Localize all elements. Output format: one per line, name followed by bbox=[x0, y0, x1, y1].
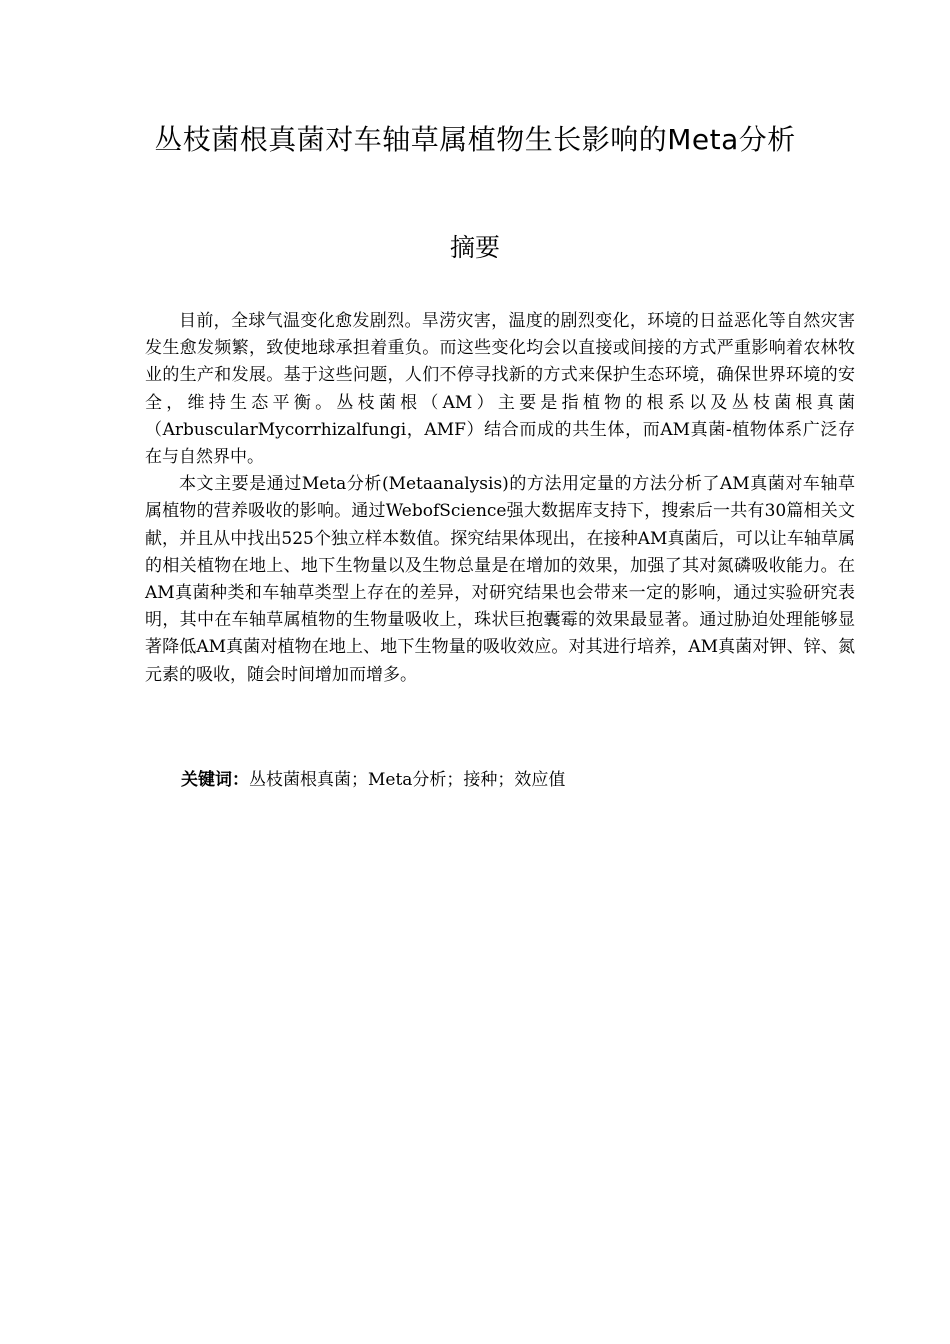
keywords-text: 丛枝菌根真菌；Meta分析；接种；效应值 bbox=[249, 770, 566, 790]
keywords-label: 关键词： bbox=[181, 770, 249, 790]
abstract-paragraph-2: 本文主要是通过Meta分析(Metaanalysis)的方法用定量的方法分析了AM真菌对车轴草属植物的营养吸收的影响。通过WebofScience强大数据库支持下，搜索后一共有30篇相关文献，并且从中找出525个独立样本数值。探究结果体现出，在接种AM真菌后，可以让车轴草属的相关植物在地上、地下生物量以及生物总量是在增加的效果，加强了其对氮磷吸收能力。在AM真菌种类和车轴草类型上存在的差异，对研究结果也会带来一定的影响，通过实验研究表明，其中在车轴草属植物的生物量吸收上，珠状巨抱囊霉的效果最显著。通过胁迫处理能够显著降低AM真菌对植物在地上、地下生物量的吸收效应。对其进行培养，AM真菌对钾、锌、氮元素的吸收，随会时间增加而增多。 bbox=[145, 474, 855, 685]
document-title: 丛枝菌根真菌对车轴草属植物生长影响的Meta分析 bbox=[154, 123, 796, 156]
abstract-heading: 摘要 bbox=[449, 233, 500, 262]
keywords-line bbox=[181, 766, 855, 794]
abstract-paragraph-1: 目前，全球气温变化愈发剧烈。旱涝灾害，温度的剧烈变化，环境的日益恶化等自然灾害发生愈发频繁，致使地球承担着重负。而这些变化均会以直接或间接的方式严重影响着农林牧业的生产和发展。基于这些问题，人们不停寻找新的方式来保护生态环境，确保世界环境的安全，维持生态平衡。丛枝菌根（AM）主要是指植物的根系以及丛枝菌根真菌（ArbuscularMycorrhizalfungi，AMF）结合而成的共生体，而AM真菌-植物体系广泛存在与自然界中。 bbox=[145, 311, 855, 468]
abstract-body bbox=[145, 308, 855, 689]
